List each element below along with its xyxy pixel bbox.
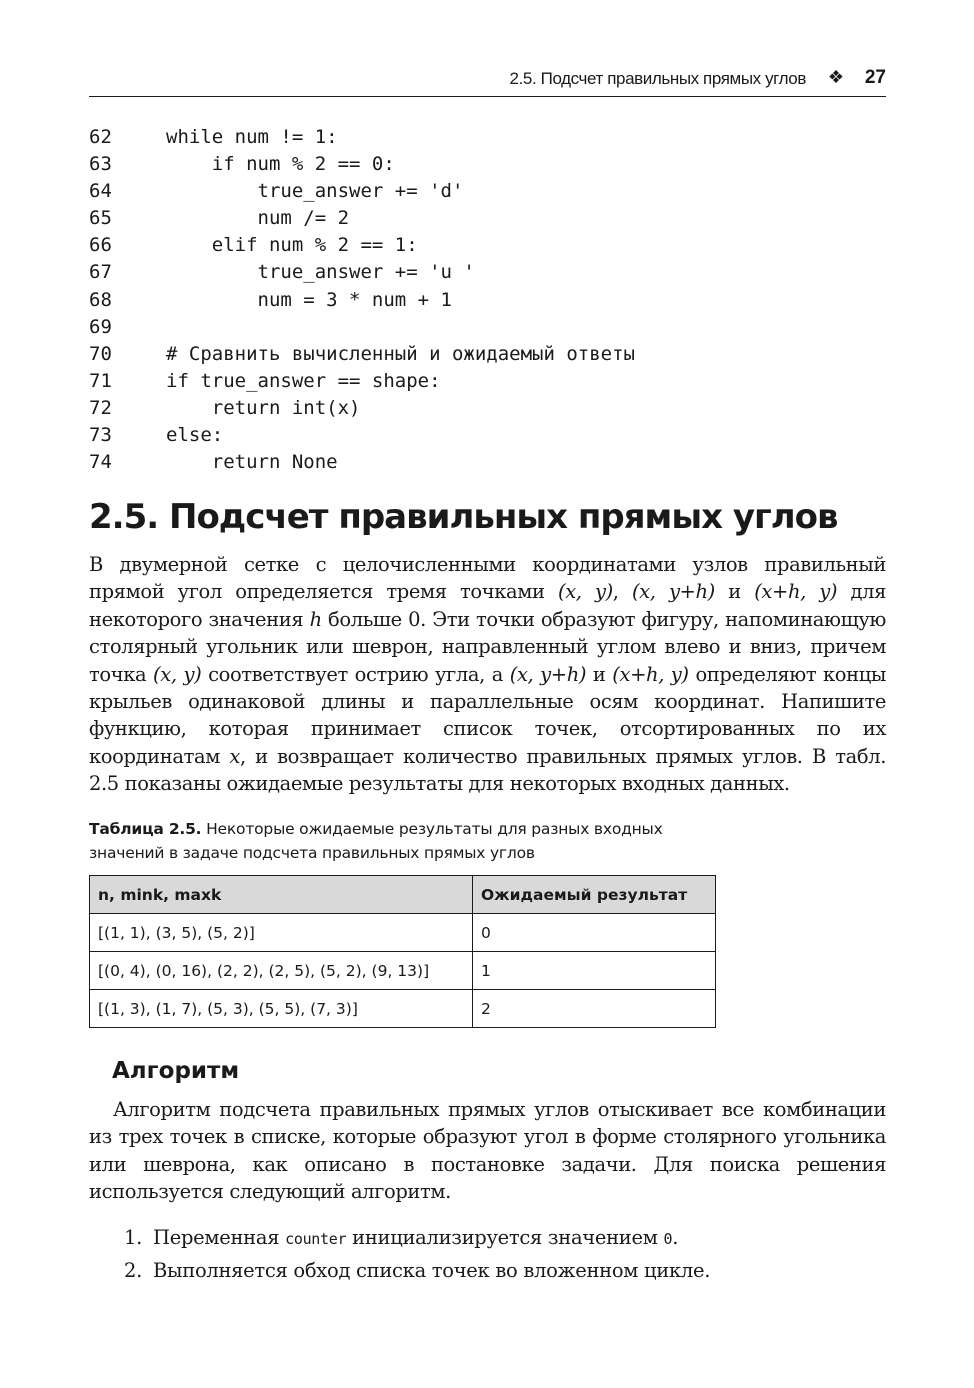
table-cell-result: 1 (473, 952, 716, 990)
code-line (89, 259, 886, 286)
code-line-number: 62 (89, 126, 112, 148)
math-expression: (x, y+h) (509, 662, 587, 686)
code-line-text: elif num % 2 == 1: (166, 234, 418, 257)
code-line-text: return int(x) (166, 396, 361, 419)
column-header-input: n, mink, maxk (90, 876, 473, 914)
table-cell-result: 2 (473, 990, 716, 1028)
code-line-number: 71 (89, 369, 112, 392)
table-cell-input: [(1, 3), (1, 7), (5, 3), (5, 5), (7, 3)] (90, 990, 473, 1028)
table-header-row (90, 876, 716, 914)
math-expression: (x, y) (153, 662, 202, 686)
text-run: , и возвращает количество правильных прямых углов. В табл. 2.5 показаны ожидаемые результаты для некоторых входных данных. (89, 744, 886, 796)
code-line-text: if num % 2 == 0: (166, 153, 395, 176)
code-line-number: 64 (89, 180, 112, 203)
code-line-text: else: (166, 424, 224, 447)
code-line-number: 69 (89, 315, 112, 338)
code-line-text: return None (166, 451, 338, 474)
running-header-title: 2.5. Подсчет правильных прямых углов (509, 69, 806, 88)
math-expression: (x+h, y) (754, 580, 838, 604)
text-run: соответствует острию угла, а (201, 662, 510, 686)
list-item (89, 1256, 886, 1289)
code-line-number: 74 (89, 451, 112, 474)
code-line-number: 72 (89, 396, 112, 419)
code-line (89, 368, 886, 395)
running-header (89, 66, 886, 97)
code-line (89, 178, 886, 205)
code-line (89, 287, 886, 314)
code-line (89, 422, 886, 449)
table-cell-result: 0 (473, 914, 716, 952)
list-item-text (153, 1223, 678, 1254)
text-run: и (714, 580, 755, 604)
table-row (90, 952, 716, 990)
code-line (89, 205, 886, 232)
table-caption-text: Некоторые ожидаемые результаты для разных входных значений в задаче подсчета правильных прямых углов (89, 820, 663, 862)
text-run: . (672, 1226, 679, 1249)
code-line (89, 124, 886, 151)
code-line-number: 63 (89, 153, 112, 176)
code-line-text: true_answer += 'd' (166, 180, 464, 203)
table-cell-input: [(0, 4), (0, 16), (2, 2), (2, 5), (5, 2), (9, 13)] (90, 952, 473, 990)
text-run: , (612, 580, 632, 604)
inline-code: counter (285, 1230, 347, 1248)
table-caption (89, 817, 729, 865)
math-expression: (x+h, y) (612, 662, 689, 686)
text-run: больше 0. Эти точки образуют фигуру, напоминающую столярный угольник или шеврон, направленный углом влево и вниз, причем точка (89, 607, 886, 686)
table-caption-label: Таблица 2.5. (89, 820, 202, 838)
code-line-number: 65 (89, 207, 112, 230)
column-header-result: Ожидаемый результат (473, 876, 716, 914)
text-run: для некоторого значения (89, 580, 886, 631)
math-expression: h (309, 607, 322, 631)
code-line (89, 314, 886, 341)
math-expression: (x, y) (557, 580, 613, 604)
code-listing (89, 124, 886, 476)
code-line-number: 67 (89, 261, 112, 284)
section-title: 2.5. Подсчет правильных прямых углов (89, 497, 838, 537)
algorithm-paragraph: Алгоритм подсчета правильных прямых углов отыскивает все комбинации из трех точек в списке, которые образуют угол в форме столярного угольника или шеврона, как описано в постановке задачи. Для поиска решения используется следующий алгоритм. (89, 1098, 886, 1204)
table-row (90, 914, 716, 952)
code-line-text: # Сравнить вычисленный и ожидаемый ответы (166, 342, 635, 365)
code-line-number: 73 (89, 424, 112, 447)
list-item-number: 2. (124, 1259, 143, 1282)
code-line (89, 341, 886, 368)
inline-code: 0 (663, 1230, 673, 1248)
code-line-text: num /= 2 (166, 207, 350, 230)
code-line (89, 395, 886, 422)
table-row (90, 990, 716, 1028)
code-line-text: num = 3 * num + 1 (166, 288, 452, 311)
code-line-number: 70 (89, 342, 112, 365)
list-item-text (153, 1256, 710, 1286)
code-line-text: while num != 1: (166, 126, 338, 148)
text-run: Переменная (153, 1226, 286, 1249)
algorithm-steps (89, 1223, 886, 1289)
code-line (89, 449, 886, 476)
list-item (89, 1223, 886, 1256)
text-run: Выполняется обход списка точек во вложенном цикле. (153, 1259, 711, 1282)
problem-statement (89, 551, 886, 798)
code-line-text: if true_answer == shape: (166, 369, 441, 392)
results-table (89, 875, 716, 1028)
text-run: определяют концы крыльев одинаковой длины и параллельные осям координат. Напишите функцию, которая принимает список точек, отсортированных по их координатам (89, 662, 886, 768)
code-line-number: 66 (89, 234, 112, 257)
text-run: В двумерной сетке с целочисленными координатами узлов правильный прямой угол определяется тремя точками (89, 553, 886, 604)
code-line-text: true_answer += 'u ' (166, 261, 475, 284)
code-line (89, 232, 886, 259)
text-run: и (586, 662, 613, 686)
list-item-number: 1. (124, 1226, 143, 1249)
code-line-number: 68 (89, 288, 112, 311)
text-run: инициализируется значением (346, 1226, 664, 1249)
table-cell-input: [(1, 1), (3, 5), (5, 2)] (90, 914, 473, 952)
math-expression: x (229, 744, 240, 768)
page-number: 27 (864, 67, 886, 88)
code-line (89, 151, 886, 178)
subsection-title: Алгоритм (112, 1058, 240, 1084)
ornament-icon: ❖ (827, 67, 844, 87)
math-expression: (x, y+h) (631, 580, 715, 604)
